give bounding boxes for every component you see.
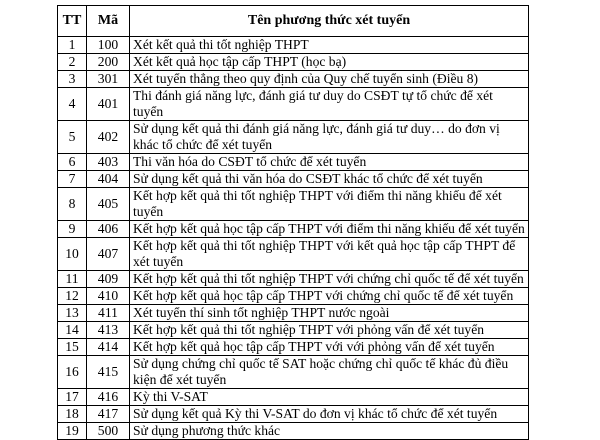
method-code: 417: [87, 406, 130, 423]
table-row: [58, 188, 529, 221]
header-tt: TT: [58, 6, 87, 37]
method-name: Kết hợp kết quả thi tốt nghiệp THPT với phỏng vấn để xét tuyển: [130, 322, 529, 339]
row-number: 3: [58, 71, 87, 88]
row-number: 5: [58, 121, 87, 154]
method-name: Thi đánh giá năng lực, đánh giá tư duy do CSĐT tự tổ chức để xét tuyển: [130, 88, 529, 121]
method-name: Xét tuyển thí sinh tốt nghiệp THPT nước ngoài: [130, 305, 529, 322]
method-code: 405: [87, 188, 130, 221]
method-code: 411: [87, 305, 130, 322]
row-number: 17: [58, 389, 87, 406]
method-code: 407: [87, 238, 130, 271]
row-number: 15: [58, 339, 87, 356]
row-number: 18: [58, 406, 87, 423]
table-row: [58, 339, 529, 356]
method-code: 409: [87, 271, 130, 288]
method-code: 413: [87, 322, 130, 339]
method-name: Xét kết quả thi tốt nghiệp THPT: [130, 37, 529, 54]
method-code: 410: [87, 288, 130, 305]
method-code: 500: [87, 423, 130, 440]
document-page: [57, 5, 528, 440]
method-code: 301: [87, 71, 130, 88]
row-number: 12: [58, 288, 87, 305]
method-name: Kết hợp kết quả học tập cấp THPT với với phỏng vấn để xét tuyển: [130, 339, 529, 356]
table-row: [58, 271, 529, 288]
table-header-row: [58, 6, 529, 37]
table-row: [58, 288, 529, 305]
table-row: [58, 406, 529, 423]
row-number: 7: [58, 171, 87, 188]
row-number: 1: [58, 37, 87, 54]
row-number: 14: [58, 322, 87, 339]
method-code: 415: [87, 356, 130, 389]
method-name: Sử dụng chứng chỉ quốc tế SAT hoặc chứng chỉ quốc tế khác đủ điều kiện để xét tuyển: [130, 356, 529, 389]
method-code: 200: [87, 54, 130, 71]
method-name: Kết hợp kết quả học tập cấp THPT với điểm thi năng khiếu để xét tuyển: [130, 221, 529, 238]
table-body: [58, 37, 529, 440]
row-number: 4: [58, 88, 87, 121]
method-code: 414: [87, 339, 130, 356]
table-row: [58, 305, 529, 322]
row-number: 9: [58, 221, 87, 238]
method-code: 401: [87, 88, 130, 121]
table-row: [58, 238, 529, 271]
table-row: [58, 322, 529, 339]
table-row: [58, 121, 529, 154]
method-name: Sử dụng kết quả Kỳ thi V-SAT do đơn vị khác tổ chức để xét tuyển: [130, 406, 529, 423]
method-code: 403: [87, 154, 130, 171]
row-number: 6: [58, 154, 87, 171]
method-name: Kết hợp kết quả học tập cấp THPT với chứng chỉ quốc tế để xét tuyển: [130, 288, 529, 305]
table-row: [58, 171, 529, 188]
method-code: 416: [87, 389, 130, 406]
table-row: [58, 356, 529, 389]
method-name: Sử dụng kết quả thi văn hóa do CSĐT khác tổ chức để xét tuyển: [130, 171, 529, 188]
method-code: 100: [87, 37, 130, 54]
method-name: Xét kết quả học tập cấp THPT (học bạ): [130, 54, 529, 71]
row-number: 16: [58, 356, 87, 389]
row-number: 19: [58, 423, 87, 440]
header-method-name: Tên phương thức xét tuyển: [130, 6, 529, 37]
method-code: 406: [87, 221, 130, 238]
method-name: Sử dụng phương thức khác: [130, 423, 529, 440]
method-name: Kết hợp kết quả thi tốt nghiệp THPT với điểm thi năng khiếu để xét tuyển: [130, 188, 529, 221]
table-row: [58, 221, 529, 238]
row-number: 2: [58, 54, 87, 71]
method-name: Kết hợp kết quả thi tốt nghiệp THPT với chứng chỉ quốc tế để xét tuyển: [130, 271, 529, 288]
table-row: [58, 71, 529, 88]
method-name: Sử dụng kết quả thi đánh giá năng lực, đánh giá tư duy… do đơn vị khác tổ chức để xét tuyển: [130, 121, 529, 154]
method-name: Kỳ thi V-SAT: [130, 389, 529, 406]
method-name: Thi văn hóa do CSĐT tổ chức để xét tuyển: [130, 154, 529, 171]
table-row: [58, 54, 529, 71]
table-row: [58, 154, 529, 171]
row-number: 10: [58, 238, 87, 271]
header-code: Mã: [87, 6, 130, 37]
admission-methods-table: [57, 5, 529, 440]
method-name: Xét tuyển thẳng theo quy định của Quy chế tuyển sinh (Điều 8): [130, 71, 529, 88]
row-number: 13: [58, 305, 87, 322]
row-number: 8: [58, 188, 87, 221]
table-row: [58, 88, 529, 121]
method-code: 404: [87, 171, 130, 188]
row-number: 11: [58, 271, 87, 288]
table-row: [58, 423, 529, 440]
method-name: Kết hợp kết quả thi tốt nghiệp THPT với kết quả học tập cấp THPT để xét tuyển: [130, 238, 529, 271]
table-row: [58, 37, 529, 54]
method-code: 402: [87, 121, 130, 154]
table-row: [58, 389, 529, 406]
